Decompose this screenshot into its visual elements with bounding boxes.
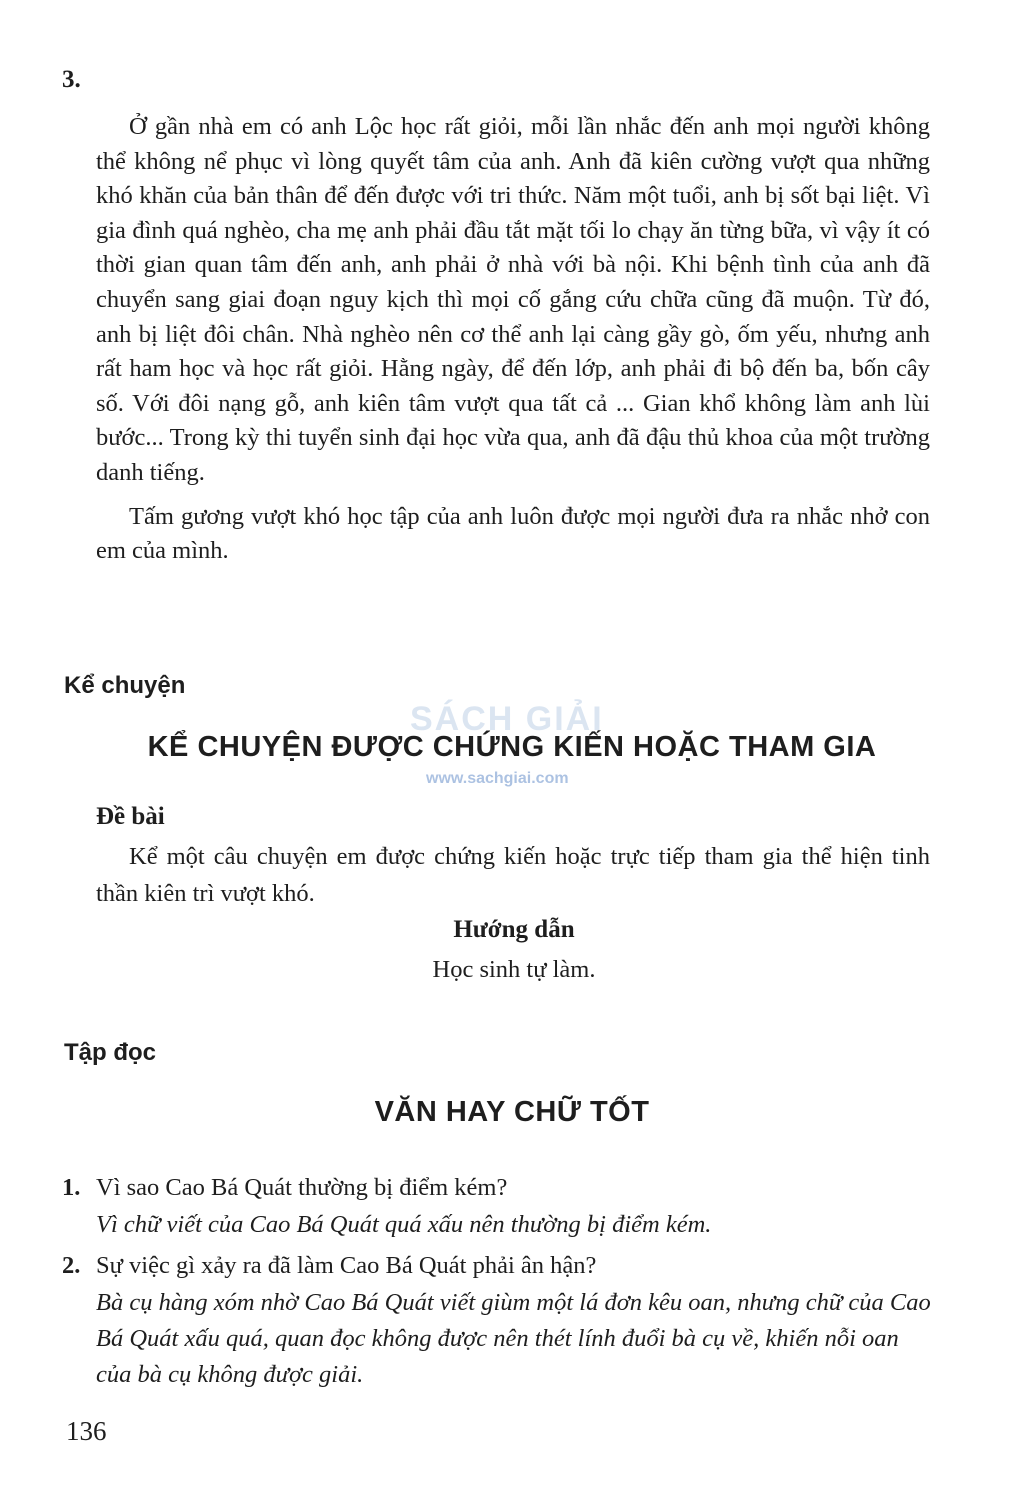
answer-text: Vì chữ viết của Cao Bá Quát quá xấu nên thường bị điểm kém. [96,1211,712,1238]
exercise-number: 3. [62,66,81,93]
de-bai-text: Kể một câu chuyện em được chứng kiến hoặc trực tiếp tham gia thể hiện tinh thần kiên trì vượt khó. [96,843,930,907]
question-body: Sự việc gì xảy ra đã làm Cao Bá Quát phải ân hận? [96,1252,597,1279]
answer-text: Bà cụ hàng xóm nhờ Cao Bá Quát viết giùm một lá đơn kêu oan, nhưng chữ của Cao Bá Quát xấu quá, quan đọc không được nên thét lính đuổi bà cụ về, khiến nỗi oan của bà cụ không được giải. [96,1289,931,1388]
guide-text: Học sinh tự làm. [432,956,596,983]
lesson-title-tap-doc: VĂN HAY CHỮ TỐT [374,1096,650,1128]
section-label-tap-doc: Tập đọc [64,1039,157,1066]
watermark-logo: SÁCH GIẢI [410,700,604,738]
guide-heading: Hướng dẫn [453,916,575,943]
question-number: 2. [62,1252,81,1279]
question-body: Vì sao Cao Bá Quát thường bị điểm kém? [96,1174,508,1201]
question-text [62,1171,932,1205]
de-bai-heading: Đề bài [96,803,165,830]
sample-passage [96,110,930,569]
watermark-url: www.sachgiai.com [426,770,569,787]
passage-paragraph: Tấm gương vượt khó học tập của anh luôn được mọi người đưa ra nhắc nhở con em của mình. [96,502,930,565]
question-block-1 [62,1171,932,1243]
passage-paragraph: Ở gần nhà em có anh Lộc học rất giỏi, mỗi lần nhắc đến anh mọi người không thể không nể phục vì lòng quyết tâm của anh. Anh đã kiên cường vượt qua những khó khăn của bản thân để đến được với tri thức. Năm một tuổi, anh bị sốt bại liệt. Vì gia đình quá nghèo, cha mẹ anh phải đầu tắt mặt tối lo chạy ăn từng bữa, vì vậy ít có thời gian quan tâm đến anh, anh phải ở nhà với bà nội. Khi bệnh tình của anh đã chuyển sang giai đoạn nguy kịch thì mọi cố gắng cứu chữa cũng đã muộn. Từ đó, anh bị liệt đôi chân. Nhà nghèo nên cơ thể anh lại càng gầy gò, ốm yếu, nhưng anh rất ham học và học rất giỏi. Hằng ngày, để đến lớp, anh phải đi bộ đến ba, bốn cây số. Với đôi nạng gỗ, anh kiên tâm vượt qua tất cả ... Gian khổ không làm anh lùi bước... Trong kỳ thi tuyển sinh đại học vừa qua, anh đã đậu thủ khoa của một trường danh tiếng. [96,113,930,486]
question-number: 1. [62,1174,81,1201]
lesson-title-ke-chuyen: KỂ CHUYỆN ĐƯỢC CHỨNG KIẾN HOẶC THAM GIA [147,731,877,763]
question-text [62,1249,932,1283]
page-number: 136 [66,1416,107,1446]
section-label-ke-chuyen: Kể chuyện [64,672,186,699]
question-block-2 [62,1249,932,1393]
